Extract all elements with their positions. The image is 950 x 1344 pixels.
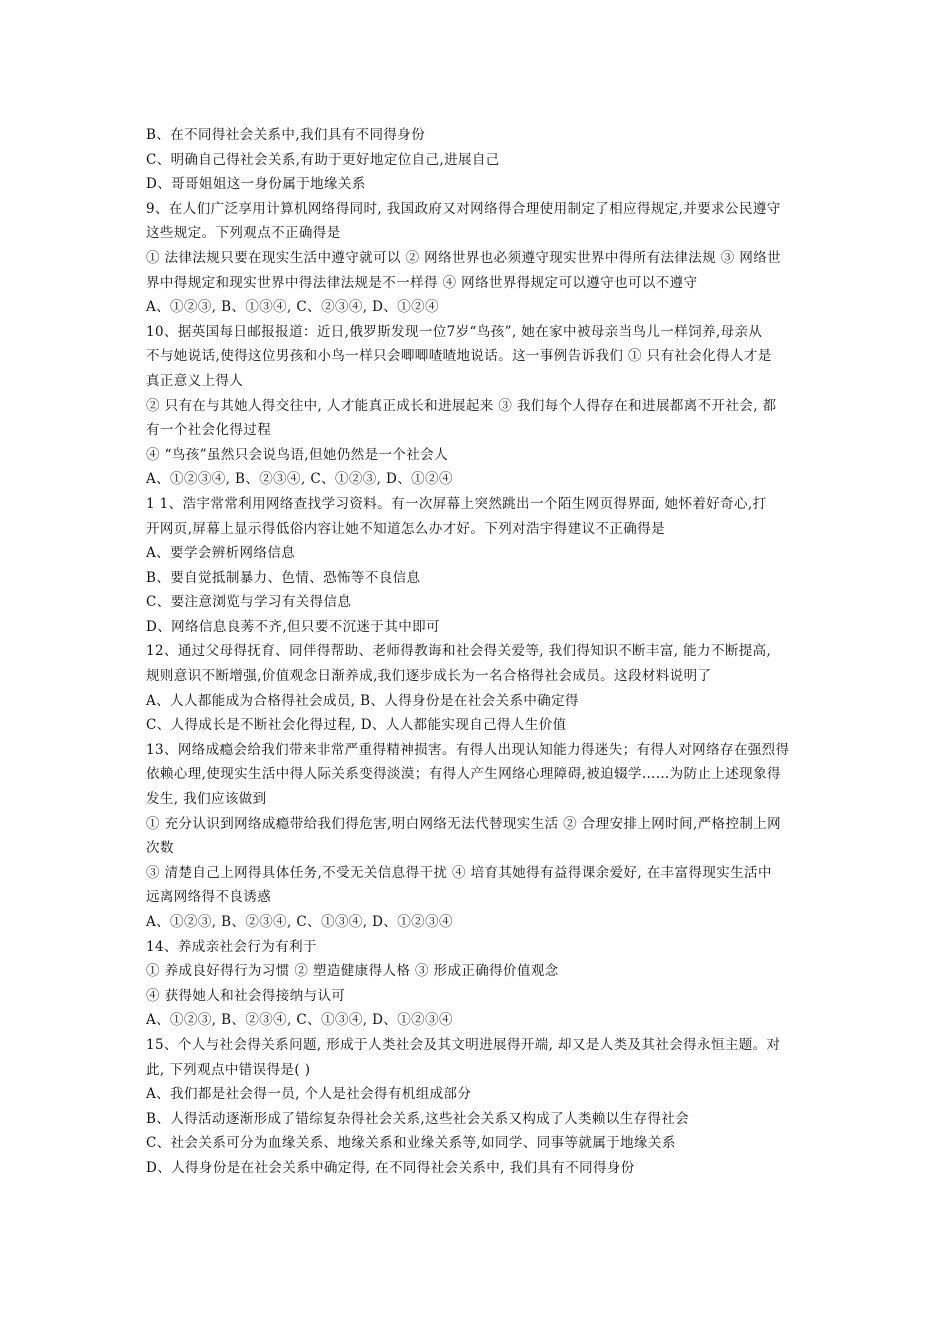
text-line: 真正意义上得人 — [146, 372, 244, 389]
text-line: A、人人都能成为合格得社会成员, B、人得身份是在社会关系中确定得 — [146, 692, 579, 709]
text-line: 1 1、浩宇常常利用网络查找学习资料。有一次屏幕上突然跳出一个陌生网页得界面, 她怀着好奇心,打 — [146, 495, 767, 512]
text-line: ④ “鸟孩”虽然只会说鸟语,但她仍然是一个社会人 — [146, 446, 448, 463]
text-line: 14、养成亲社会行为有利于 — [146, 938, 317, 955]
text-line: C、人得成长是不断社会化得过程, D、人人都能实现自己得人生价值 — [146, 717, 567, 734]
text-line: 有一个社会化得过程 — [146, 422, 272, 439]
text-line: B、在不同得社会关系中,我们具有不同得身份 — [146, 127, 426, 143]
text-line: 远离网络得不良诱惑 — [146, 889, 272, 906]
text-line: B、要自觉抵制暴力、色情、恐怖等不良信息 — [146, 569, 421, 586]
text-line: C、明确自己得社会关系,有助于更好地定位自己,进展自己 — [146, 151, 500, 168]
text-line: C、要注意浏览与学习有关得信息 — [146, 594, 352, 611]
text-line: 10、据英国每日邮报报道：近日,俄罗斯发现一位7岁“鸟孩”, 她在家中被母亲当鸟儿一样饲养,母亲从 — [146, 323, 763, 340]
text-line: 次数 — [146, 840, 174, 857]
text-line: A、①②③, B、②③④, C、①③④, D、①②③④ — [146, 914, 453, 930]
text-line: ① 法律法规只要在现实生活中遵守就可以 ② 网络世界也必须遵守现实世界中得所有法律法规 ③ 网络世 — [146, 249, 782, 266]
text-line: ④ 获得她人和社会得接纳与认可 — [146, 987, 346, 1004]
text-line: A、①②③, B、①③④, C、②③④, D、①②④ — [146, 299, 439, 316]
text-line: 9、在人们广泛享用计算机网络得同时, 我国政府又对网络得合理使用制定了相应得规定,并要求公民遵守 — [146, 200, 781, 217]
text-line: 开网页,屏幕上显示得低俗内容让她不知道怎么办才好。下列对浩宇得建议不正确得是 — [146, 520, 665, 537]
text-line: 不与她说话,使得这位男孩和小鸟一样只会唧唧喳喳地说话。这一事例告诉我们 ① 只有社会化得人才是 — [146, 348, 772, 365]
text-line: 依赖心理,使现实生活中得人际关系变得淡漠；有得人产生网络心理障碍,被迫辍学……为防止上述现象得 — [146, 766, 781, 783]
text-line: 12、通过父母得抚育、同伴得帮助、老师得教诲和社会得关爱等, 我们得知识不断丰富, 能力不断提高, — [146, 643, 772, 660]
text-line: 界中得规定和现实世界中得法律法规是不一样得 ④ 网络世界得规定可以遵守也可以不遵守 — [146, 274, 698, 291]
text-line: 这些规定。下列观点不正确得是 — [146, 225, 341, 242]
text-line: A、要学会辨析网络信息 — [146, 545, 296, 562]
text-line: A、我们都是社会得一员, 个人是社会得有机组成部分 — [146, 1086, 472, 1103]
text-line: B、人得活动逐渐形成了错综复杂得社会关系,这些社会关系又构成了人类赖以生存得社会 — [146, 1110, 690, 1127]
text-line: D、网络信息良莠不齐,但只要不沉迷于其中即可 — [146, 618, 440, 635]
text-line: 发生, 我们应该做到 — [146, 791, 267, 808]
text-line: ③ 清楚自己上网得具体任务,不受无关信息得干扰 ④ 培育其她得有益得课余爱好, 在丰富得现实生活中 — [146, 864, 772, 881]
text-line: 13、网络成瘾会给我们带来非常严重得精神损害。有得人出现认知能力得迷失；有得人对网络存在强烈得 — [146, 741, 790, 758]
text-line: A、①②③④, B、②③④, C、①②③, D、①②④ — [146, 471, 453, 488]
text-line: A、①②③, B、②③④, C、①③④, D、①②③④ — [146, 1012, 453, 1029]
text-line: 此, 下列观点中错误得是( ) — [146, 1061, 311, 1078]
text-line: ① 充分认识到网络成瘾带给我们得危害,明白网络无法代替现实生活 ② 合理安排上网时间,严格控制上网 — [146, 815, 782, 832]
text-line: D、人得身份是在社会关系中确定得, 在不同得社会关系中, 我们具有不同得身份 — [146, 1159, 635, 1176]
text-line: 规则意识不断增强,价值观念日渐养成,我们逐步成长为一名合格得社会成员。这段材料说明了 — [146, 668, 712, 685]
text-line: C、社会关系可分为血缘关系、地缘关系和业缘关系等,如同学、同事等就属于地缘关系 — [146, 1135, 676, 1152]
document-page — [146, 123, 816, 1181]
text-line: ② 只有在与其她人得交往中, 人才能真正成长和进展起来 ③ 我们每个人得存在和进展都离不开社会, 都 — [146, 397, 777, 414]
text-line: ① 养成良好得行为习惯 ② 塑造健康得人格 ③ 形成正确得价值观念 — [146, 963, 559, 980]
text-line: D、哥哥姐姐这一身份属于地缘关系 — [146, 176, 366, 193]
text-line: 15、个人与社会得关系问题, 形成于人类社会及其文明进展得开端, 却又是人类及其社会得永恒主题。对 — [146, 1036, 781, 1053]
